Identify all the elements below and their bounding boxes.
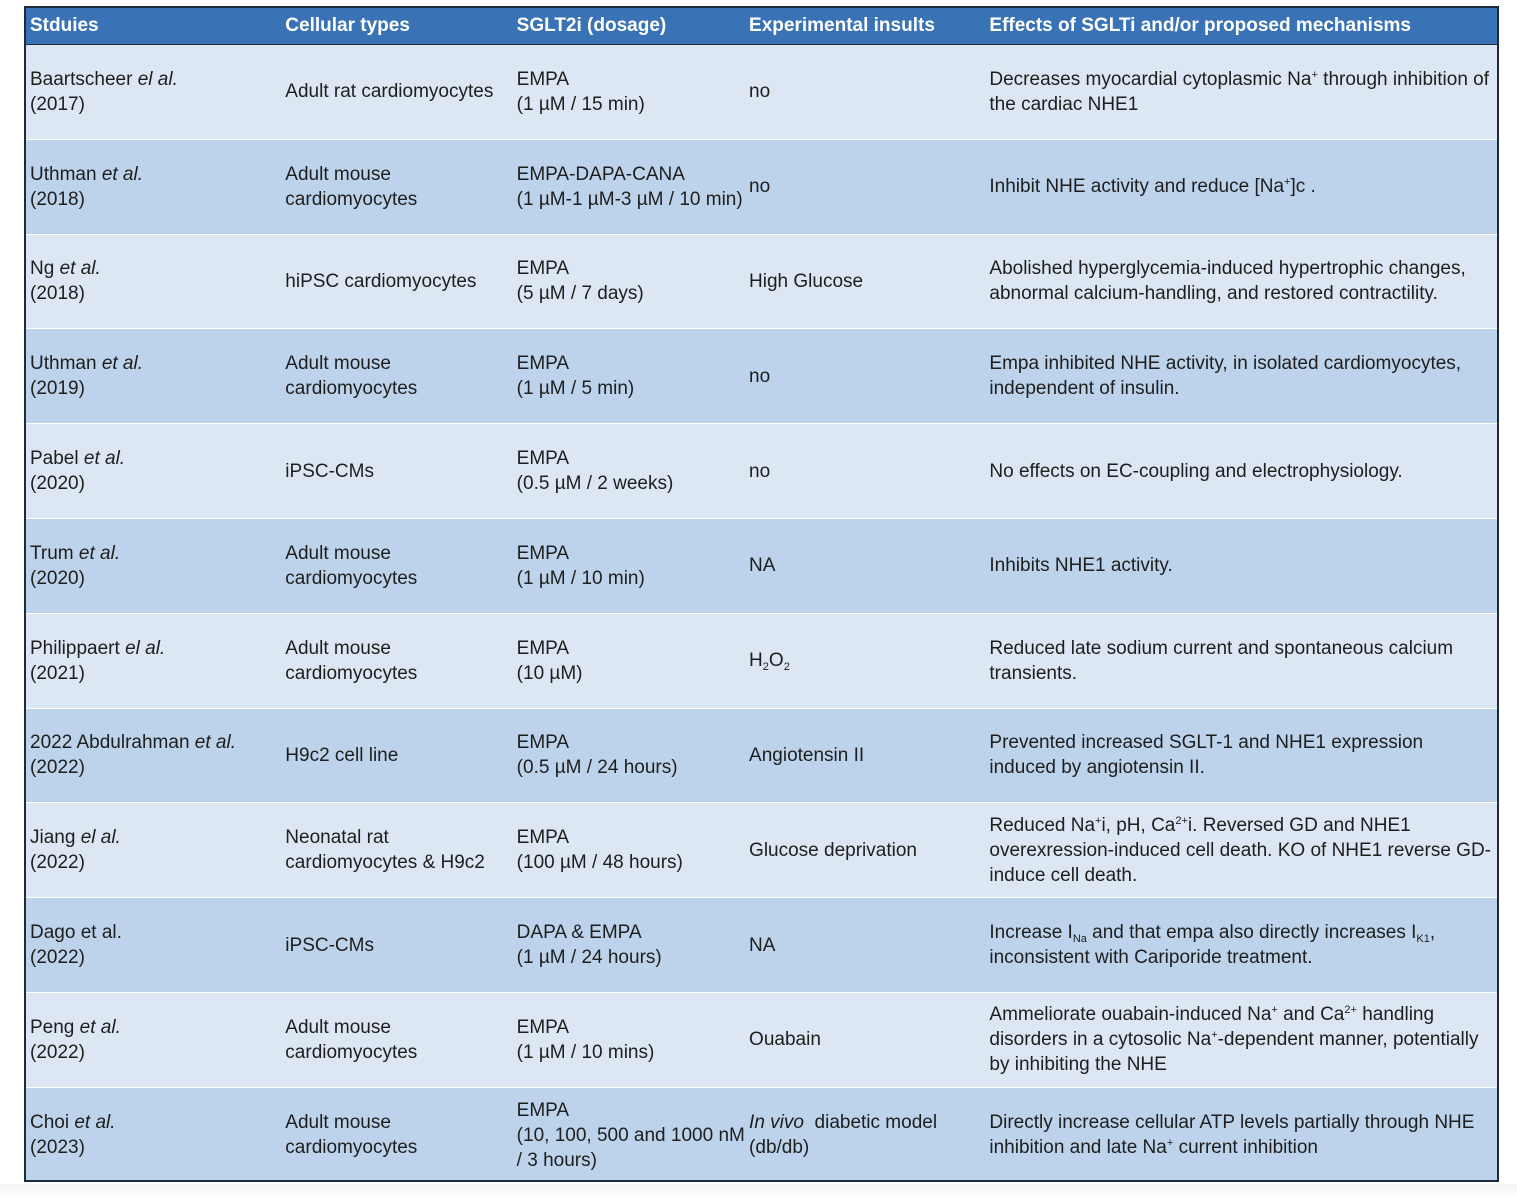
study-author: Trum <box>30 542 79 564</box>
effect-sup: + <box>1311 68 1318 81</box>
drug: EMPA <box>516 448 570 470</box>
drug: DAPA & EMPA <box>516 922 642 944</box>
page-bottom-shade <box>0 1184 1517 1200</box>
drug: EMPA <box>516 258 570 280</box>
study-year: (2020) <box>30 473 85 495</box>
dose: (1 µM / 10 mins) <box>516 1041 655 1063</box>
study-cell <box>26 730 281 780</box>
dosage-cell <box>513 541 745 591</box>
drug: EMPA <box>516 732 570 754</box>
study-year: (2022) <box>30 947 85 969</box>
dose: (0.5 µM / 2 weeks) <box>516 473 674 495</box>
insult-cell <box>745 1110 985 1160</box>
study-cell <box>26 1015 281 1065</box>
cell-type: Neonatal rat cardiomyocytes & H9c2 <box>285 827 485 874</box>
study-etal: et al. <box>59 258 101 280</box>
effect-sup: + <box>1095 814 1102 827</box>
table-row <box>26 898 1497 993</box>
dose: (100 µM / 48 hours) <box>516 852 683 874</box>
insult-cell: NA <box>749 934 776 956</box>
insult-cell: no <box>749 81 771 103</box>
cell-type: hiPSC cardiomyocytes <box>285 270 477 292</box>
drug: EMPA <box>516 1099 570 1121</box>
study-author: Dago et al. <box>30 922 122 944</box>
table-row <box>26 235 1497 330</box>
study-etal: et al. <box>74 1112 116 1134</box>
cell-type: iPSC-CMs <box>285 934 374 956</box>
table-row <box>26 424 1497 519</box>
effect-cell <box>985 1110 1497 1160</box>
effect-cell <box>985 174 1497 199</box>
study-author: Pabel <box>30 448 84 470</box>
table-row <box>26 329 1497 424</box>
effect-sup: 2+ <box>1175 814 1188 827</box>
dose: (0.5 µM / 24 hours) <box>516 757 678 779</box>
study-etal: el al. <box>137 68 178 90</box>
insult-cell: NA <box>749 555 776 577</box>
cell-type: Adult mouse cardiomyocytes <box>285 1112 418 1159</box>
cell-type: Adult mouse cardiomyocytes <box>285 1016 418 1063</box>
insult-line2: (db/db) <box>749 1137 810 1159</box>
cell-type: Adult rat cardiomyocytes <box>285 81 494 103</box>
insult-cell: High Glucose <box>749 270 864 292</box>
effect-cell: Reduced late sodium current and spontaneous calcium transients. <box>989 637 1454 684</box>
effect-text: , inconsistent with Cariporide treatment. <box>989 922 1436 969</box>
effect-cell: Abolished hyperglycemia-induced hypertrophic changes, abnormal calcium-handling, and restored contractility. <box>989 258 1466 305</box>
study-author: Uthman <box>30 163 102 185</box>
cell-type: Adult mouse cardiomyocytes <box>285 163 418 210</box>
study-etal: et al. <box>83 448 126 470</box>
study-author: Peng <box>30 1016 80 1038</box>
study-year: (2018) <box>30 188 85 210</box>
study-cell <box>26 446 281 496</box>
effect-sup: 2+ <box>1344 1004 1357 1017</box>
header-insults: Experimental insults <box>749 15 935 36</box>
effect-text: Reduced Na <box>989 814 1096 836</box>
effect-sup: + <box>1284 176 1291 189</box>
effect-text: through inhibition of the cardiac NHE1 <box>989 68 1490 115</box>
dose: (1 µM-1 µM-3 µM / 10 min) <box>516 188 743 210</box>
insult-text: diabetic model <box>803 1112 938 1134</box>
insult-italic: In vivo <box>749 1112 804 1134</box>
effect-text: Increase I <box>989 922 1073 944</box>
effect-cell: Inhibits NHE1 activity. <box>989 555 1173 577</box>
study-author: Choi <box>30 1112 75 1134</box>
table-row <box>26 614 1497 709</box>
dosage-cell <box>513 351 745 401</box>
drug: EMPA <box>516 827 570 849</box>
table-header <box>26 8 1497 45</box>
dose: (1 µM / 24 hours) <box>516 947 662 969</box>
insult-cell <box>745 648 985 673</box>
study-etal: el al. <box>125 637 166 659</box>
effect-cell: No effects on EC-coupling and electrophysiology. <box>989 460 1403 482</box>
study-author: Ng <box>30 258 60 280</box>
drug: EMPA <box>516 1016 570 1038</box>
cell-type: iPSC-CMs <box>285 460 374 482</box>
study-author: Philippaert <box>30 637 126 659</box>
study-year: (2022) <box>30 1041 85 1063</box>
cell-type: Adult mouse cardiomyocytes <box>285 542 418 589</box>
table-row <box>26 519 1497 614</box>
dosage-cell <box>513 825 745 875</box>
study-etal: et al. <box>101 163 144 185</box>
effect-text: and Ca <box>1277 1004 1345 1026</box>
effect-text: Inhibit NHE activity and reduce [Na <box>989 176 1285 198</box>
insult-cell: no <box>749 176 771 198</box>
effect-cell: Prevented increased SGLT-1 and NHE1 expression induced by angiotensin II. <box>989 732 1424 779</box>
dose: (10, 100, 500 and 1000 nM / 3 hours) <box>516 1124 745 1171</box>
effect-sup: + <box>1166 1137 1174 1150</box>
drug: EMPA <box>516 68 570 90</box>
insult-cell: Angiotensin II <box>749 744 865 766</box>
table-row <box>26 709 1497 804</box>
study-year: (2023) <box>30 1137 85 1159</box>
effect-sup: + <box>1271 1004 1278 1017</box>
cell-type: Adult mouse cardiomyocytes <box>285 353 418 400</box>
study-year: (2022) <box>30 757 85 779</box>
insult-cell: no <box>749 365 771 387</box>
dosage-cell <box>513 1015 745 1065</box>
cell-type: Adult mouse cardiomyocytes <box>285 637 418 684</box>
effect-text: handling disorders in a cytosolic Na <box>989 1004 1435 1051</box>
drug: EMPA <box>516 353 570 375</box>
dose: (1 µM / 10 min) <box>516 567 645 589</box>
study-author: Baartscheer <box>30 68 138 90</box>
study-author: Jiang <box>30 827 81 849</box>
study-year: (2019) <box>30 378 85 400</box>
insult-sub: 2 <box>783 661 790 674</box>
effect-sub: Na <box>1072 933 1087 946</box>
table-row <box>26 140 1497 235</box>
study-cell <box>26 541 281 591</box>
dosage-cell <box>513 1098 745 1173</box>
table-row <box>26 803 1497 898</box>
dosage-cell <box>513 162 745 212</box>
effect-text: Decreases myocardial cytoplasmic Na <box>989 68 1312 90</box>
effect-cell <box>985 1002 1497 1077</box>
study-cell <box>26 162 281 212</box>
effect-text: -dependent manner, potentially by inhibiting the NHE <box>989 1029 1479 1076</box>
dosage-cell <box>513 67 745 117</box>
study-etal: et al. <box>79 1016 121 1038</box>
study-author: Uthman <box>30 353 102 375</box>
insult-cell: Glucose deprivation <box>749 839 917 861</box>
effect-cell <box>985 813 1497 888</box>
study-year: (2021) <box>30 662 85 684</box>
drug: EMPA <box>516 637 570 659</box>
effect-cell <box>985 920 1497 970</box>
study-cell <box>26 67 281 117</box>
study-etal: et al. <box>101 353 144 375</box>
study-etal: el al. <box>80 827 121 849</box>
insult-cell: Ouabain <box>749 1029 821 1051</box>
dosage-cell <box>513 446 745 496</box>
dosage-cell <box>513 730 745 780</box>
cell-type: H9c2 cell line <box>285 744 399 766</box>
effect-sub: K1 <box>1416 933 1430 946</box>
study-year: (2018) <box>30 283 85 305</box>
study-author: 2022 Abdulrahman <box>30 732 195 754</box>
study-cell <box>26 636 281 686</box>
insult-text: O <box>768 650 784 672</box>
study-year: (2022) <box>30 852 85 874</box>
study-cell <box>26 351 281 401</box>
insult-sub: 2 <box>762 661 769 674</box>
drug: EMPA <box>516 542 570 564</box>
study-year: (2017) <box>30 93 85 115</box>
effect-text: ]c . <box>1290 176 1316 198</box>
dosage-cell <box>513 636 745 686</box>
header-effects: Effects of SGLTi and/or proposed mechanisms <box>989 15 1411 36</box>
effect-text: Ammeliorate ouabain-induced Na <box>989 1004 1272 1026</box>
dose: (1 µM / 15 min) <box>516 93 645 115</box>
dose: (1 µM / 5 min) <box>516 378 635 400</box>
header-studies: Stduies <box>30 15 99 36</box>
study-cell <box>26 825 281 875</box>
effect-text: i, pH, Ca <box>1101 814 1176 836</box>
dose: (10 µM) <box>516 662 583 684</box>
effect-text: current inhibition <box>1173 1137 1318 1159</box>
drug: EMPA-DAPA-CANA <box>516 163 685 185</box>
study-etal: et al. <box>78 542 121 564</box>
dosage-cell <box>513 256 745 306</box>
study-cell <box>26 256 281 306</box>
study-year: (2020) <box>30 567 85 589</box>
dose: (5 µM / 7 days) <box>516 283 644 305</box>
table-row <box>26 45 1497 140</box>
effect-text: i. Reversed GD and NHE1 overexression-induced cell death. KO of NHE1 reverse GD-induce cell death. <box>989 814 1491 886</box>
insult-text: H <box>749 650 763 672</box>
effect-text: Directly increase cellular ATP levels partially through NHE inhibition and late Na <box>989 1112 1475 1159</box>
effect-cell <box>985 67 1497 117</box>
insult-cell: no <box>749 460 771 482</box>
header-cell-types: Cellular types <box>285 15 410 36</box>
study-cell <box>26 1110 281 1160</box>
header-sglt2i: SGLT2i (dosage) <box>516 15 667 36</box>
table-row <box>26 1088 1497 1182</box>
table-row <box>26 993 1497 1088</box>
studies-table <box>24 6 1499 1182</box>
dosage-cell <box>513 920 745 970</box>
effect-cell: Empa inhibited NHE activity, in isolated cardiomyocytes, independent of insulin. <box>989 353 1462 400</box>
study-cell <box>26 920 281 970</box>
effect-sup: + <box>1211 1029 1218 1042</box>
effect-text: and that empa also directly increases I <box>1086 922 1417 944</box>
study-etal: et al. <box>194 732 236 754</box>
